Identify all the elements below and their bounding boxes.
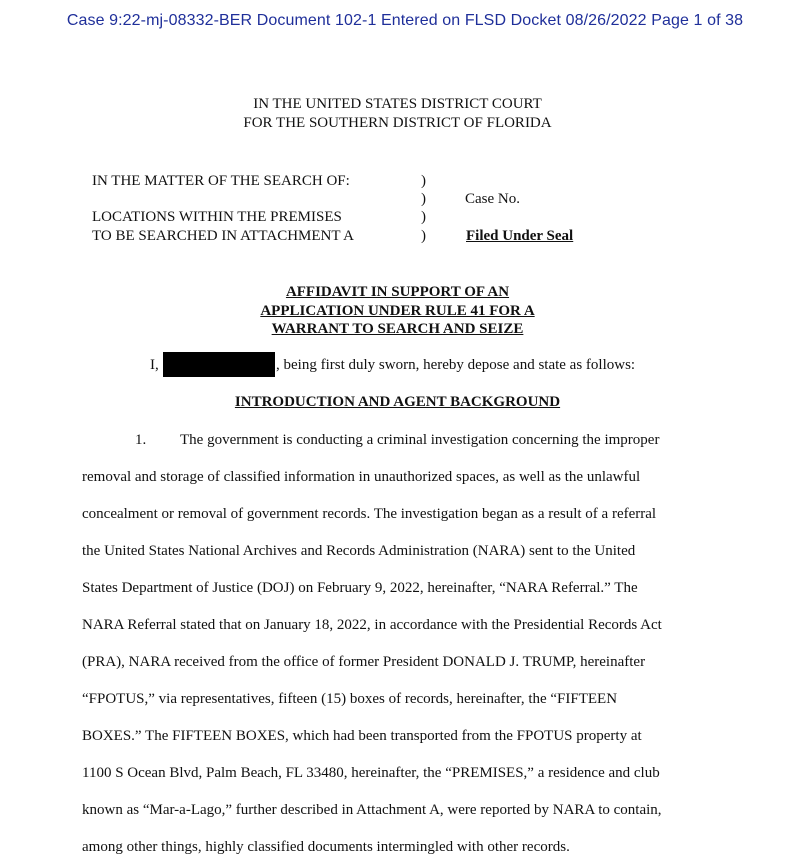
section-heading: INTRODUCTION AND AGENT BACKGROUND [234, 394, 561, 410]
paragraph-line: among other things, highly classified documents intermingled with other records. [82, 839, 570, 855]
paragraph-line: the United States National Archives and Records Administration (NARA) sent to the United [82, 543, 636, 559]
affidavit-title [0, 283, 795, 339]
court-line-1: IN THE UNITED STATES DISTRICT COURT [253, 96, 542, 112]
paragraph-line: 1100 S Ocean Blvd, Palm Beach, FL 33480, hereinafter, the “PREMISES,” a residence and club [82, 765, 660, 781]
paragraph-number: 1. [135, 432, 147, 448]
caption-paren: ) [421, 191, 426, 207]
court-line-2: FOR THE SOUTHERN DISTRICT OF FLORIDA [243, 115, 552, 131]
depose-text: , being first duly sworn, hereby depose and state as follows: [276, 357, 636, 373]
caption-paren: ) [421, 209, 426, 225]
title-line-2: APPLICATION UNDER RULE 41 FOR A [260, 302, 535, 319]
paragraph-line: States Department of Justice (DOJ) on February 9, 2022, hereinafter, “NARA Referral.” The [82, 580, 638, 596]
redaction-box [163, 352, 275, 377]
paragraph-line: (PRA), NARA received from the office of former President DONALD J. TRUMP, hereinafter [82, 654, 646, 670]
paragraph-line: BOXES.” The FIFTEEN BOXES, which had been transported from the FPOTUS property at [82, 728, 642, 744]
title-line-1: AFFIDAVIT IN SUPPORT OF AN [285, 284, 510, 300]
caption-matter: IN THE MATTER OF THE SEARCH OF: [92, 173, 350, 189]
case-no-label: Case No. [465, 191, 520, 207]
caption-paren: ) [421, 228, 426, 244]
paragraph-line: The government is conducting a criminal investigation concerning the improper [180, 432, 660, 448]
filed-under-seal: Filed Under Seal [466, 228, 574, 244]
paragraph-line: known as “Mar-a-Lago,” further described in Attachment A, were reported by NARA to contain, [82, 802, 662, 818]
paragraph-line: concealment or removal of government records. The investigation began as a result of a referral [82, 506, 657, 522]
paragraph-line: “FPOTUS,” via representatives, fifteen (15) boxes of records, hereinafter, the “FIFTEEN [82, 691, 618, 707]
caption-locations-line-2: TO BE SEARCHED IN ATTACHMENT A [92, 228, 355, 244]
docket-header: Case 9:22-mj-08332-BER Document 102-1 Entered on FLSD Docket 08/26/2022 Page 1 of 38 [66, 12, 744, 29]
paragraph-line: NARA Referral stated that on January 18, 2022, in accordance with the Presidential Records Act [82, 617, 662, 633]
depose-prefix: I, [150, 357, 159, 373]
court-name [0, 95, 795, 133]
paragraph-line: removal and storage of classified information in unauthorized spaces, as well as the unlawful [82, 469, 641, 485]
title-line-3: WARRANT TO SEARCH AND SEIZE [271, 321, 524, 337]
caption-locations-line-1: LOCATIONS WITHIN THE PREMISES [92, 209, 342, 225]
caption-paren: ) [421, 173, 426, 189]
